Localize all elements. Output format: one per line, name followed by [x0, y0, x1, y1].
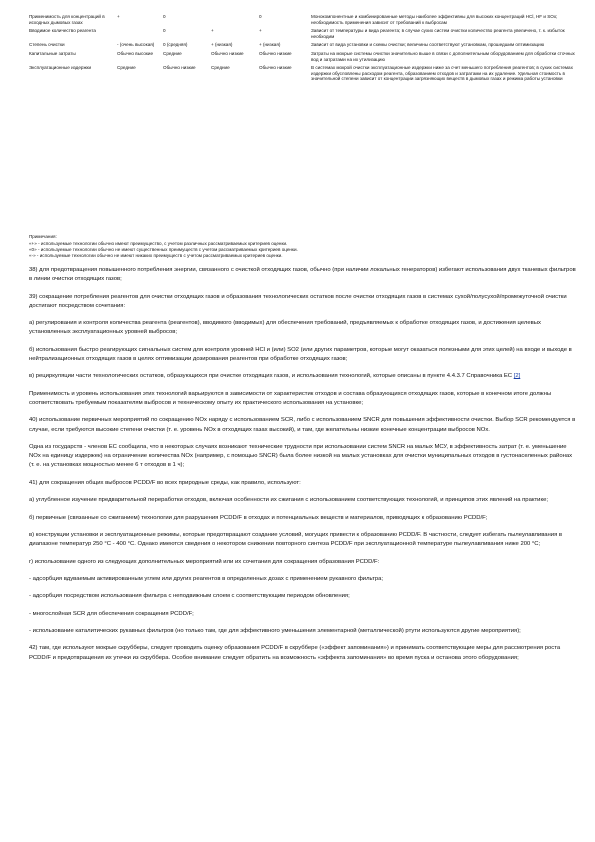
paragraph-39c	[29, 372, 577, 381]
table-cell: Обычно низкие	[259, 65, 292, 71]
table-cell: Вводимое количество реагента	[29, 28, 96, 34]
table-cell: - (очень высокая)	[117, 42, 155, 48]
table-cell: Затраты на мокрые системы очистки значительно выше в связи с дополнительным оборудованием для обработки сточных вод и затратами на их утилизацию	[311, 50, 575, 62]
table-cell: Обычно низкие	[211, 50, 244, 56]
table-cell: Средние	[117, 65, 136, 71]
table-row	[29, 42, 579, 51]
table-cell: +	[211, 28, 214, 34]
table-cell	[211, 14, 259, 28]
paragraph-41a: а) углубленное изучение предварительной переработки отходов, включая особенности их сжигания с использованием соответствующих технологий, и принципов этих явлений на практике;	[29, 497, 549, 504]
table-cell: + (низкая)	[259, 42, 281, 48]
table-cell: Обычно низкие	[163, 65, 196, 71]
table-cell: Эксплуатационные издержки	[29, 65, 92, 71]
paragraph-41b: б) первичные (связанные со сжиганием) технологии для разрушения PCDD/F в отходах и потенциальных веществ и материалов, приводящих к образованию PCDD/F;	[29, 514, 488, 521]
document-body	[29, 266, 577, 671]
table-cell: Применимость для концентраций в исходных дымовых газах	[29, 14, 105, 25]
paragraph-40: 40) использование первичных мероприятий по сокращению NOx наряду с использованием SCR, либо с использованием SNCR для повышения эффективности очистки. Выбор SCR рекомендуется в случае, если требуются высокие степени очистки (т. е. уровень NOx в отходящих газах высокий), и там, где желательны низкие конечные концентрации выбросов NOx.	[29, 417, 576, 433]
comparison-table-body	[29, 14, 579, 85]
paragraph-42: 42) там, где используют мокрые скрубберы, следует проводить оценку образования PCDD/F в скруббере («эффект запоминания») и принимать соответствующие меры для рассмотрения роста PCDD/F и предотвращения их утечки из скруббера. Особое внимание следует обратить на возможность «эффекта запоминания» во время пуска и останова этого оборудования;	[29, 645, 561, 661]
table-cell: +	[117, 14, 120, 19]
table-cell: 0	[163, 28, 166, 34]
paragraph-39c-text: в) рециркуляции части технологических остатков, образующихся при очистке отходящих газов, и использования технологий, которые описаны в пункте 4.4.3.7 Справочника ЕС	[29, 373, 514, 380]
comparison-table	[29, 14, 579, 85]
note-item: «0» - используемые технологии обычно не имеют существенных преимуществ с учетом рассматриваемых критериев оценки.	[29, 247, 298, 252]
table-cell: 0	[259, 14, 262, 19]
paragraph-39a: а) регулирования и контроля количества реагента (реагентов), вводимого (вводимых) для обеспечения требований, предъявляемых к обработке отходящих газов, и достижения целевых установленных эксплуатационных уровней выбросов;	[29, 320, 541, 336]
reference-link[interactable]: [2]	[513, 373, 521, 380]
list-item: - использование каталитических рукавных фильтров (но только там, где для эффективного уменьшения элементарной (металлической) ртути используются другие мероприятия);	[29, 628, 521, 635]
table-cell: Зависит от температуры и вида реагента; в случае сухих систем очистки количество реагента увеличено, т. к. избыток необходим	[311, 28, 565, 39]
table-cell: Капитальные затраты	[29, 50, 76, 56]
list-item: - многослойная SCR для обеспечения сокращения PCDD/F;	[29, 610, 194, 617]
table-cell: Степень очистки	[29, 42, 65, 48]
table-cell: Зависит от вида установки и схемы очистки; величины соответствуют установкам, прошедшим оптимизацию	[311, 42, 545, 48]
table-notes	[29, 234, 579, 259]
table-row	[29, 51, 579, 65]
paragraph-41d: г) использование одного из следующих дополнительных мероприятий или их сочетания для сокращения образования PCDD/F:	[29, 558, 380, 565]
table-cell: Обычно низкие	[259, 50, 292, 56]
paragraph-41: 41) для сокращения общих выбросов PCDD/F во всех природные среды, как правило, используют:	[29, 479, 301, 486]
table-cell: 0 (средняя)	[163, 42, 188, 48]
list-item: - адсорбция вдуваемым активированным углем или других реагентов в определенных дозах с применением рукавного фильтра;	[29, 575, 384, 582]
table-cell: В системах мокрой очистки эксплуатационные издержки ниже за счет меньшего потребления реагентов; в сухих системах издержки обусловлены расходом реагента, образованием отходов и затратами на их удаление. Удельная стоимость в значительной степени зависит от концентрации загрязняющих веществ в дымовых газах и режима работы установки	[311, 65, 573, 82]
table-cell: 0	[163, 14, 166, 19]
table-row	[29, 14, 579, 28]
paragraph-member-state: Одна из государств - членов ЕС сообщила, что в некоторых случаях возникают технические трудности при использовании систем SNCR на малых МСУ, в эффективность затрат (т. е. уменьшение NOx на единицу издержек) на ограничение количества NOx (например, с помощью SNCR) была более низкой на малых установках для очистки муниципальных отходов в густонаселенных районах (т. е. на установках мощностью менее 6 т отходов в 1 ч);	[29, 443, 573, 469]
paragraph-39: 39) сокращение потребления реагентов для очистки отходящих газов и образования технологических остатков после очистки отходящих газов в системах сухой/полусухой/промежуточной очистки достигают посредством сочетания:	[29, 293, 567, 309]
paragraph-applicability: Применимость и уровень использования этих технологий варьируются в зависимости от характеристик отходов и состава образующихся отходящих газов, которые в конечном итоге должны соответствовать требуемым показателям выбросов и техническому опыту их практического использования на установке;	[29, 390, 552, 406]
table-cell: +	[259, 28, 262, 34]
table-cell: Обычно высокие	[117, 50, 154, 56]
paragraph-38: 38) для предотвращения повышенного потребления энергии, связанного с очисткой отходящих газов, обычно (при наличии локальных генераторов) избегают использования двух тканевых фильтров в линии очистки отходящих газов;	[29, 267, 576, 283]
table-row	[29, 28, 579, 42]
table-cell	[117, 28, 163, 42]
list-item: - адсорбция посредством использования фильтра с неподвижным слоем с соответствующим периодом обновления;	[29, 593, 350, 600]
table-cell: Монокомпонентные и комбинированные методы наиболее эффективны для высоких концентраций HCl, HF и SOx; необходимость применения зависит от требований к выбросам	[311, 14, 558, 25]
notes-title: Примечания:	[29, 234, 57, 239]
paragraph-39b: б) использования быстро реагирующих сигнальных систем для контроля уровней HCl и (или) SO2 (или других параметров, которые могут оказаться полезными для этих целей) на входе и выходе в нейтрализационных отходящих газов в целях оптимизации дозирования реагентов при обработке отходящих газов;	[29, 346, 572, 362]
note-item: «-» - используемые технологии обычно не имеют никаких преимуществ с учетом рассматриваемых критериев оценки.	[29, 253, 283, 258]
table-cell: Средние	[211, 65, 230, 71]
table-row	[29, 65, 579, 85]
paragraph-41c: в) конструкции установки и эксплуатационные режимы, которые предотвращают создание условий, могущих привести к образованию PCDD/F. В частности, следует избегать пылеулавливания в диапазоне температур 250 °C - 400 °C. Однако имеются сведения о некотором снижении повторного синтеза PCDD/F при эксплуатационной температуре пылеулавливания ниже 200 °C;	[29, 531, 563, 548]
table-cell: + (низкая)	[211, 42, 233, 48]
table-cell: Средние	[163, 50, 182, 56]
note-item: «+» - используемые технологии обычно имеют преимущество, с учетом различных рассматриваемых критериев оценки.	[29, 241, 288, 246]
